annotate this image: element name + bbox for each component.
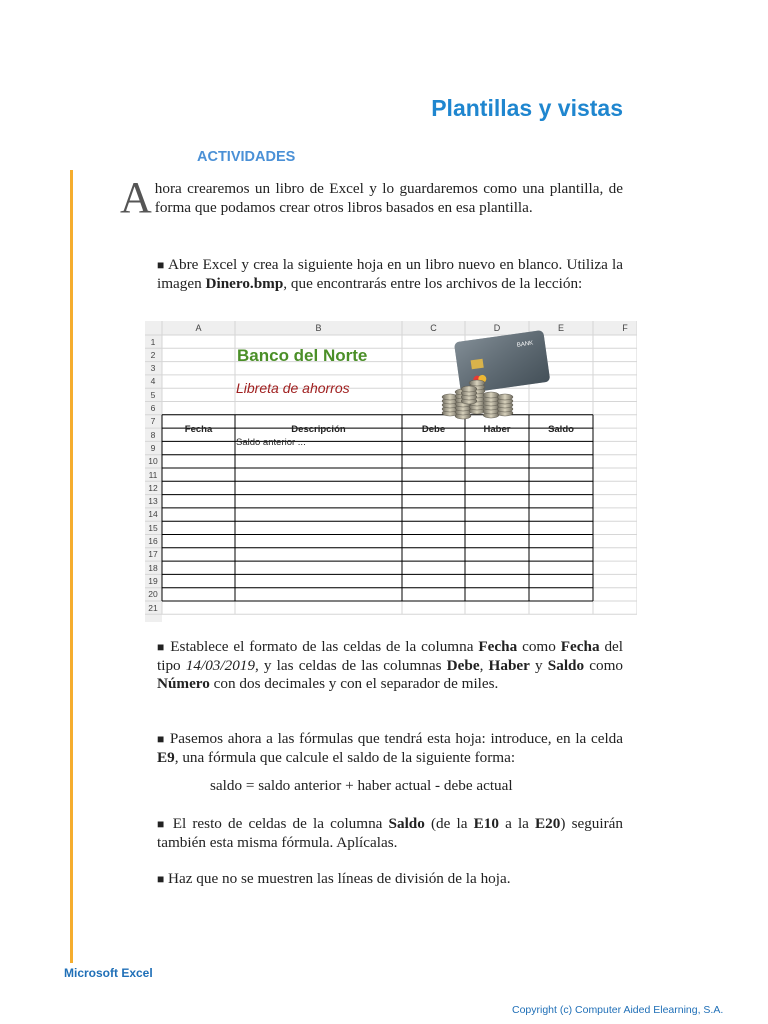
- file-name: Dinero.bmp: [205, 274, 284, 292]
- step-2-text: del tipo: [157, 638, 624, 674]
- row-header: 13: [148, 496, 158, 507]
- header-saldo: Saldo: [548, 424, 574, 435]
- header-fecha: Fecha: [184, 424, 213, 435]
- row-header: 17: [148, 549, 158, 560]
- bullet-icon: ■: [157, 640, 166, 654]
- cell-ref: E9: [157, 748, 175, 766]
- coin-icon: [497, 394, 513, 400]
- row-header: 15: [148, 522, 158, 533]
- step-5-text: Haz que no se muestren las líneas de división de la hoja.: [168, 870, 511, 887]
- card-label: BANK: [516, 340, 534, 349]
- coin-icon: [461, 386, 477, 392]
- date-format: 14/03/2019: [185, 656, 255, 674]
- bullet-icon: ■: [157, 732, 166, 746]
- step-3-text: Pasemos ahora a las fórmulas que tendrá esta hoja: introduce, en la celda: [169, 730, 624, 747]
- cell-ref: E10: [473, 815, 499, 832]
- row-header: 9: [150, 442, 156, 453]
- bullet-icon: ■: [157, 872, 165, 886]
- term: Debe: [446, 656, 480, 674]
- step-2-text: , y las celdas de las columnas: [254, 656, 447, 674]
- step-2-text: ,: [479, 656, 489, 674]
- step-4-text: a la: [498, 815, 536, 832]
- step-1-text: Abre Excel y crea la siguiente hoja en un libro nuevo en blanco. Utiliza la imagen: [157, 256, 623, 292]
- banco-title: Banco del Norte: [237, 346, 368, 365]
- header-debe: Debe: [421, 424, 446, 435]
- spreadsheet-image: [145, 321, 637, 622]
- term: Saldo: [388, 815, 425, 832]
- col-header-a: A: [195, 323, 202, 333]
- coin-icon: [469, 380, 485, 386]
- row-header: 7: [150, 416, 156, 427]
- intro-paragraph: [120, 173, 623, 222]
- step-2: [157, 638, 623, 694]
- intro-text: hora crearemos un libro de Excel y lo guardaremos como una plantilla, de forma que podamos crear otros libros basados en esa plantilla.: [154, 180, 623, 216]
- step-2-text: y: [529, 656, 548, 674]
- libreta-subtitle: Libreta de ahorros: [236, 380, 350, 396]
- drop-cap: A: [120, 173, 152, 222]
- step-3: [157, 730, 623, 767]
- col-header-e: E: [557, 323, 564, 333]
- section-heading: ACTIVIDADES: [197, 149, 296, 165]
- row-header: 5: [150, 389, 156, 400]
- col-header-d: D: [493, 323, 501, 333]
- row-header: 2: [150, 349, 156, 360]
- header-haber: Haber: [483, 424, 511, 435]
- term: Número: [157, 675, 210, 692]
- saldo-anterior-cell: Saldo anterior ...: [236, 437, 306, 448]
- term: Fecha: [478, 638, 518, 655]
- row-header: 18: [148, 562, 158, 573]
- step-2-text: con dos decimales y con el separador de miles.: [209, 675, 499, 692]
- row-header: 11: [148, 469, 158, 480]
- row-header: 21: [148, 602, 158, 613]
- header-descripcion: Descripción: [291, 424, 346, 435]
- step-4-text: ) seguirán también esta misma fórmula. Aplícalas.: [157, 815, 624, 851]
- term: Haber: [488, 656, 530, 674]
- formula: saldo = saldo anterior + haber actual - debe actual: [210, 777, 513, 794]
- col-header-c: C: [430, 323, 437, 333]
- accent-bar: [70, 170, 73, 963]
- row-header: 12: [148, 482, 158, 493]
- bullet-icon: ■: [157, 258, 165, 272]
- footer-product: Microsoft Excel: [64, 966, 153, 980]
- row-header: 3: [150, 363, 156, 374]
- step-5: [157, 870, 623, 889]
- step-2-text: como: [584, 656, 623, 674]
- step-2-text: como: [517, 638, 561, 655]
- term: Saldo: [547, 656, 585, 674]
- step-4-text: (de la: [424, 815, 474, 832]
- row-header: 16: [148, 536, 158, 546]
- step-1-text-end: , que encontrarás entre los archivos de la lección:: [283, 274, 583, 292]
- step-3-text: , una fórmula que calcule el saldo de la siguiente forma:: [174, 748, 516, 766]
- term: Fecha: [560, 638, 600, 655]
- row-header: 6: [150, 403, 156, 413]
- coin-icon: [483, 392, 499, 398]
- row-header: 1: [150, 336, 156, 347]
- step-1: [157, 256, 623, 293]
- page-title: Plantillas y vistas: [431, 95, 623, 121]
- step-4-text: El resto de celdas de la columna: [172, 815, 389, 832]
- footer-copyright: Copyright (c) Computer Aided Elearning, S.A.: [512, 1004, 724, 1016]
- bullet-icon: ■: [157, 817, 167, 831]
- step-4: [157, 815, 623, 852]
- row-header: 8: [150, 429, 156, 440]
- row-header: 14: [148, 509, 158, 520]
- row-header: 20: [148, 589, 158, 600]
- sheet-grid: [145, 321, 637, 622]
- col-header-f: F: [622, 323, 628, 333]
- row-header: 19: [148, 575, 158, 586]
- row-header: 10: [148, 456, 158, 467]
- cell-ref: E20: [535, 815, 561, 832]
- col-header-b: B: [315, 323, 322, 333]
- row-header: 4: [150, 376, 156, 387]
- step-2-text: Establece el formato de las celdas de la columna: [170, 638, 479, 655]
